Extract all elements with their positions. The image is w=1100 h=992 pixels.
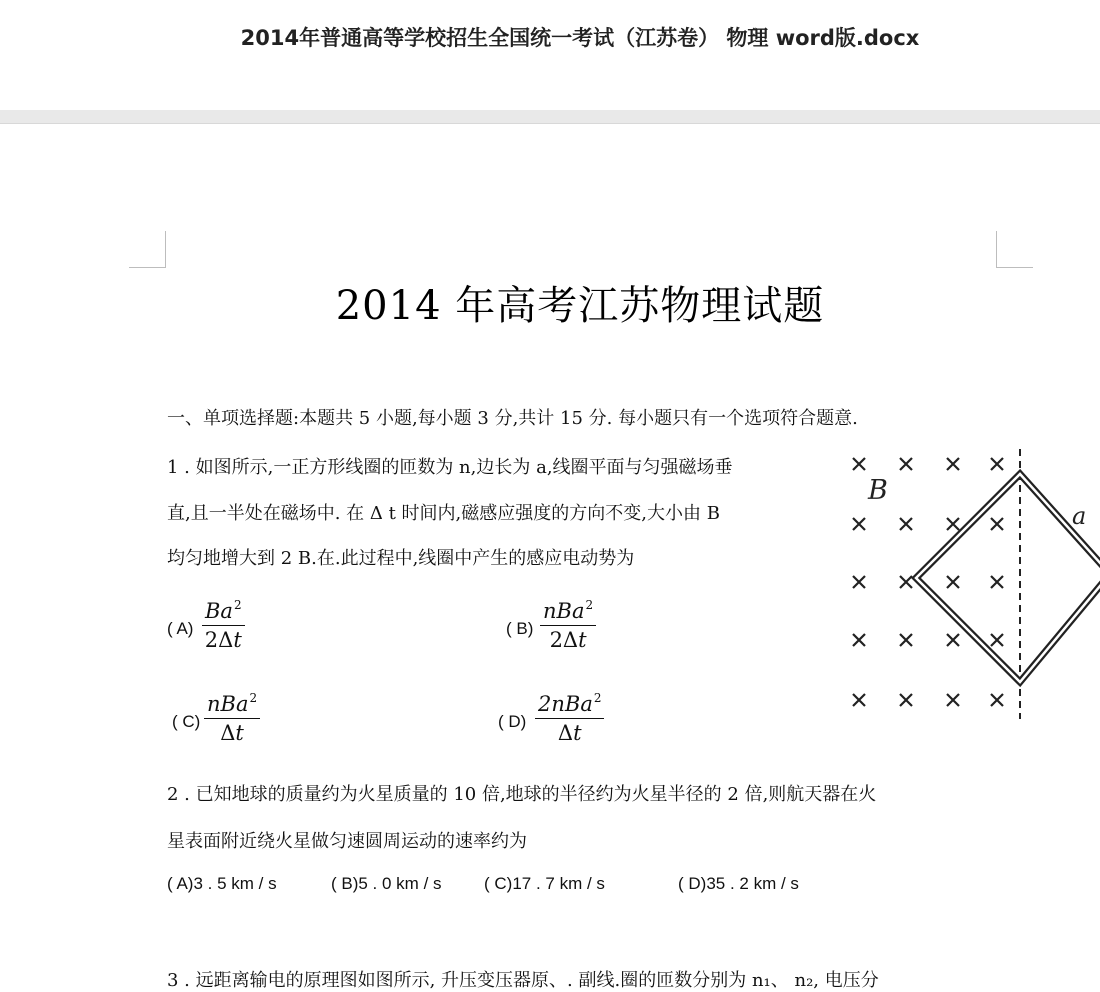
field-label-b: B [868, 475, 888, 506]
coil-field-diagram [840, 444, 1100, 724]
q2-option-b: ( B)5 . 0 km / s [331, 874, 442, 893]
q2-option-c: ( C)17 . 7 km / s [484, 874, 605, 893]
title-bar [0, 0, 1100, 110]
q1-option-a-formula: $\frac{Ba^2}{2\Delta t}$ [202, 598, 245, 652]
margin-corner-top-right [996, 231, 1033, 268]
document-page[interactable] [0, 124, 1100, 990]
q1-option-c-formula: nBa$^2$ Δt [204, 691, 260, 745]
margin-corner-top-left [129, 231, 166, 268]
q1-line-1: 1 . 如图所示,一正方形线圈的匝数为 n,边长为 a,线圈平面与匀强磁场垂 [167, 457, 733, 478]
q1-line-2: 直,且一半处在磁场中. 在 Δ t 时间内,磁感应强度的方向不变,大小由 B [167, 503, 720, 524]
q1-option-d-formula: 2nBa$^2$ Δt [535, 691, 604, 745]
q1-option-c-label: ( C) [172, 712, 201, 731]
q2-line-1: 2 . 已知地球的质量约为火星质量的 10 倍,地球的半径约为火星半径的 2 倍,则航天器在火 [167, 784, 877, 805]
document-filename: 2014年普通高等学校招生全国统一考试（江苏卷） 物理 word版.docx [240, 26, 920, 50]
side-label-a: a [1072, 502, 1087, 530]
q1-option-b-label: ( B) [506, 619, 534, 638]
q2-option-a: ( A)3 . 5 km / s [167, 874, 277, 893]
q2-option-d: ( D)35 . 2 km / s [678, 874, 799, 893]
q3-line-1: 3 . 远距离输电的原理图如图所示, 升压变压器原、. 副线.圈的匝数分别为 n₁、 n₂, 电压分 [167, 970, 879, 991]
ribbon-divider [0, 110, 1100, 124]
page-title: 2014 年高考江苏物理试题 [335, 283, 825, 329]
q1-option-a-label: ( A) [167, 619, 194, 638]
q1-line-3: 均匀地增大到 2 B.在.此过程中,线圈中产生的感应电动势为 [167, 548, 635, 569]
section-intro: 一、单项选择题:本题共 5 小题,每小题 3 分,共计 15 分. 每小题只有一个选项符合题意. [167, 408, 858, 429]
q1-option-d-label: ( D) [498, 712, 527, 731]
q2-line-2: 星表面附近绕火星做匀速圆周运动的速率约为 [167, 831, 527, 852]
q1-option-b-formula: nBa$^2$ 2Δt [540, 598, 596, 652]
